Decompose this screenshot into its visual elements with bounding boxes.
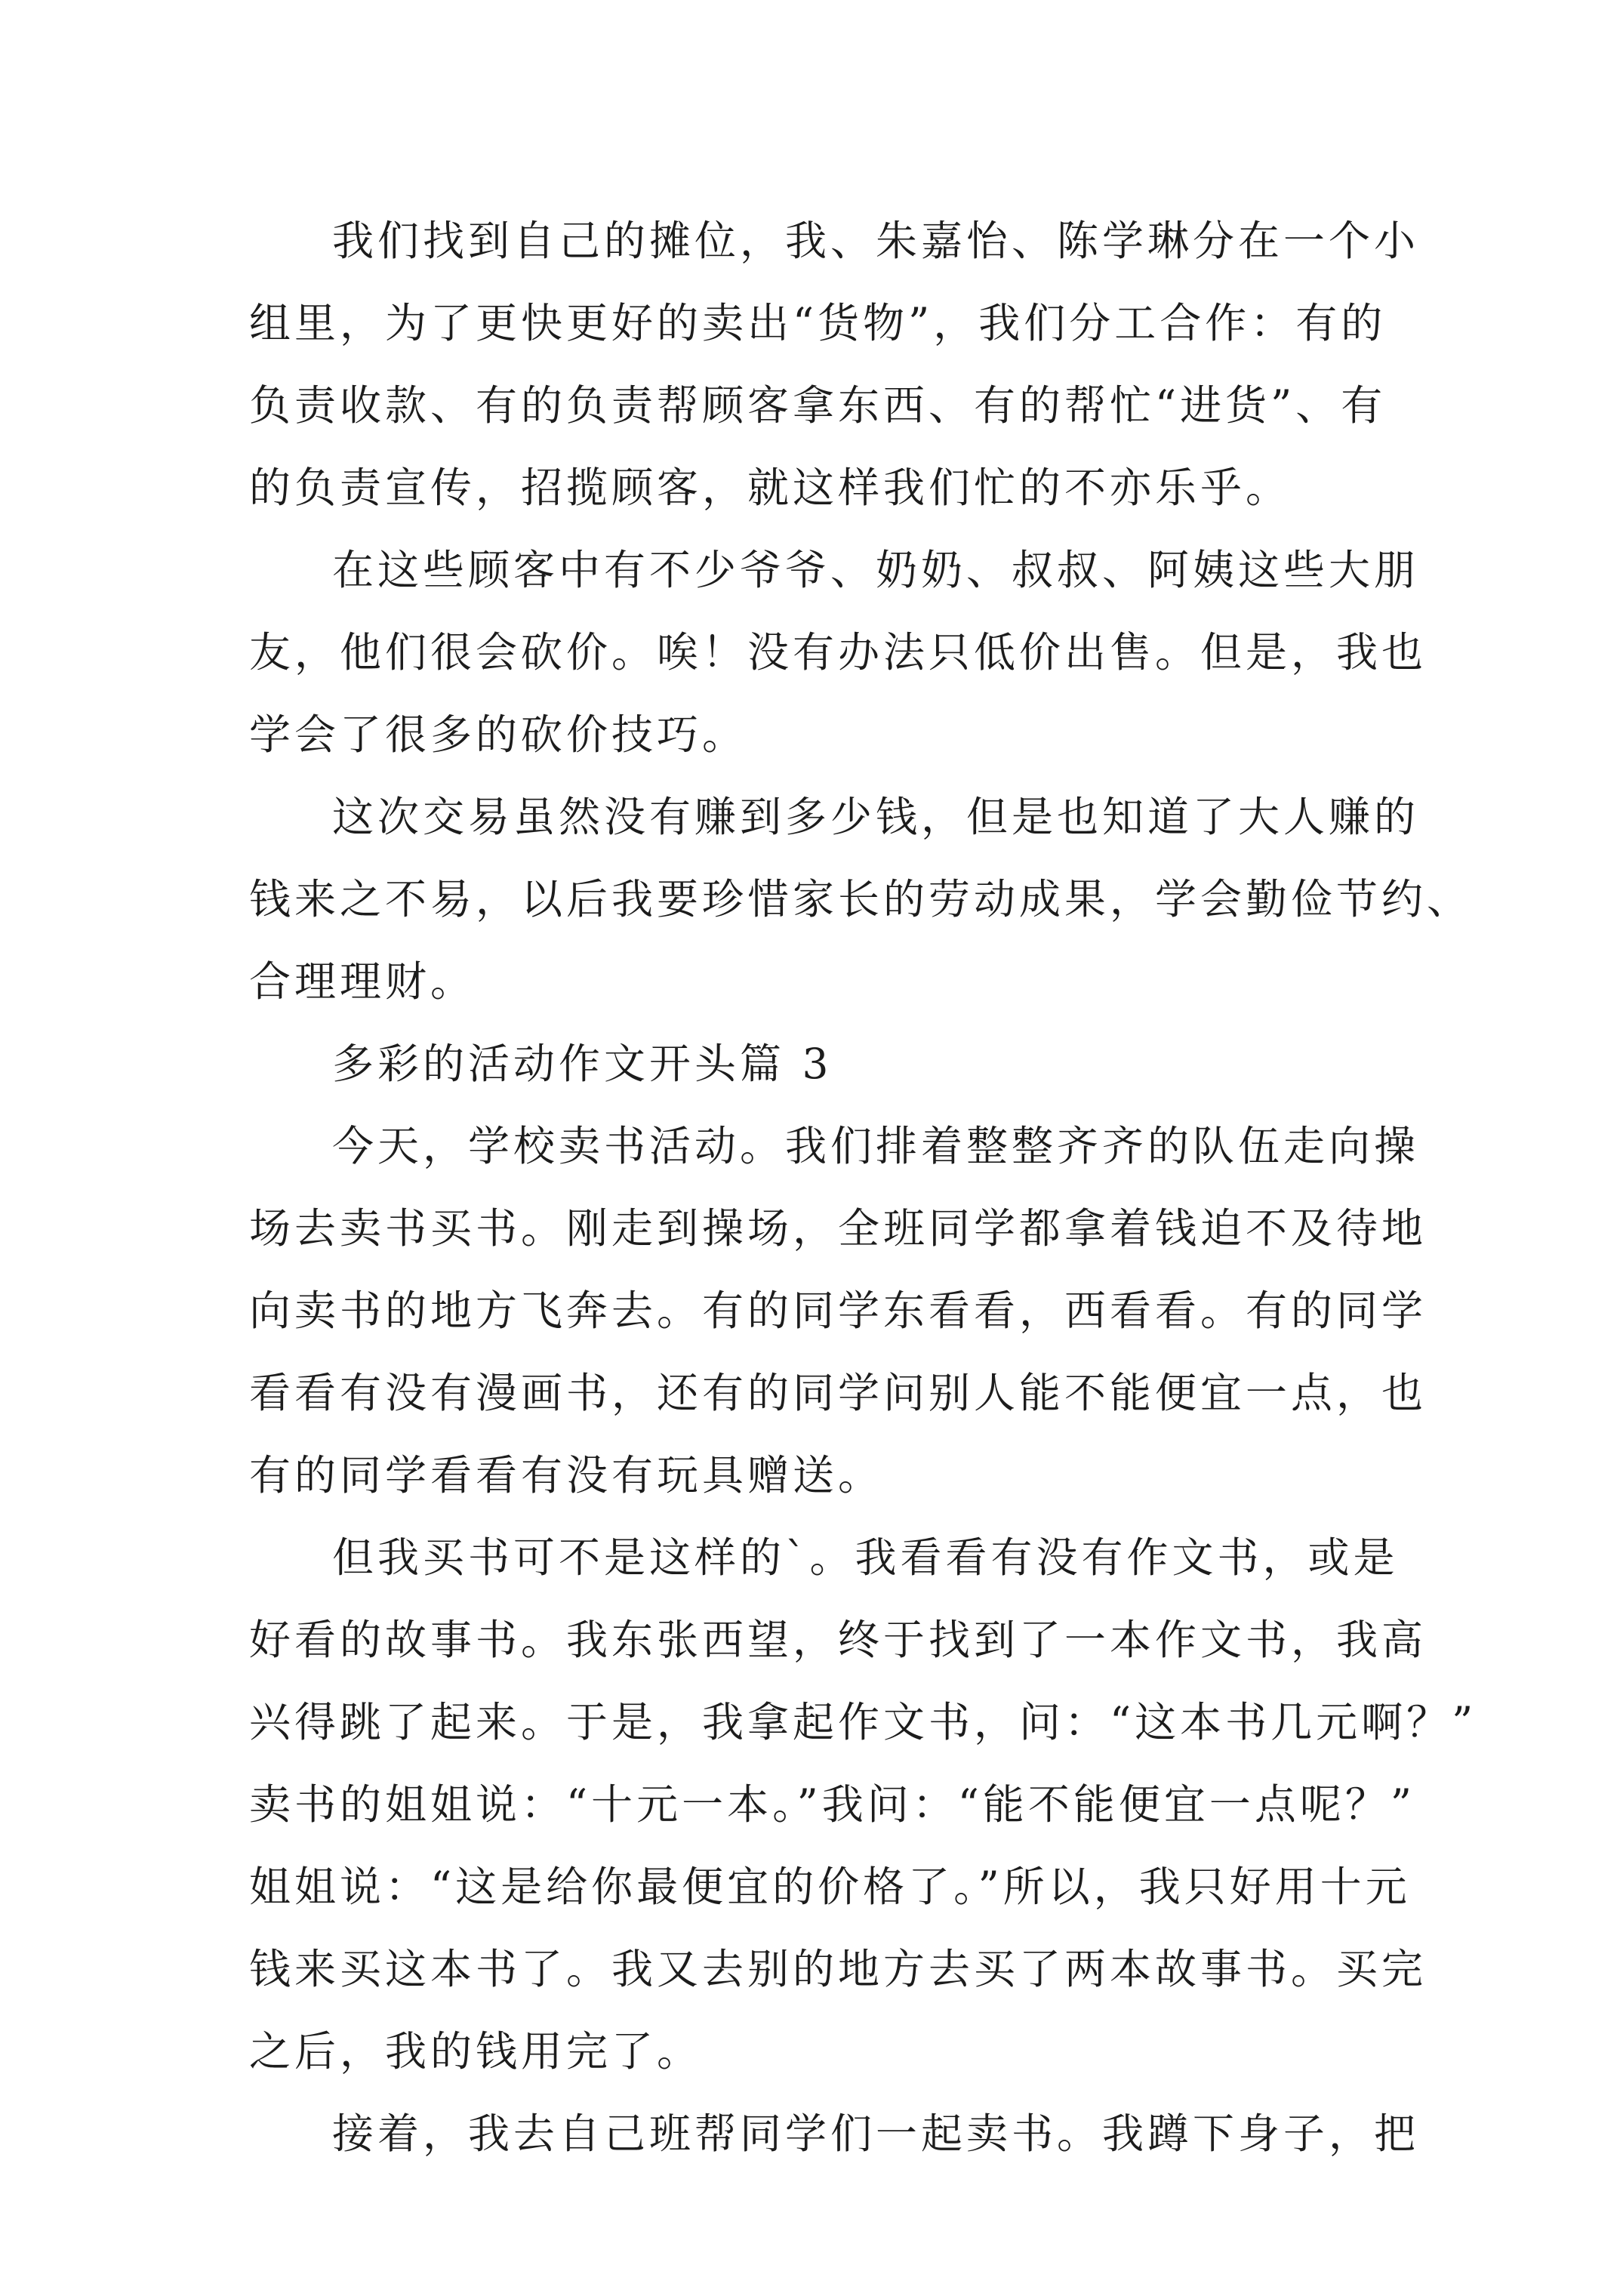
text-line: 钱来买这本书了。我又去别的地方去买了两本故事书。买完 <box>249 1945 1427 1993</box>
paragraph <box>249 2093 1420 2175</box>
text-line: 卖书的姐姐说：“十元一本。”我问：“能不能便宜一点呢？” <box>249 1780 1415 1829</box>
section-heading <box>249 1023 1381 1105</box>
text-line: 向卖书的地方飞奔去。有的同学东看看，西看看。有的同学 <box>249 1287 1427 1335</box>
text-line: 的负责宣传，招揽顾客，就这样我们忙的不亦乐乎。 <box>249 464 1292 512</box>
text-line: 合理理财。 <box>249 957 476 1006</box>
text-line: 但我买书可不是这样的`。我看看有没有作文书，或是 <box>332 1533 1399 1582</box>
text-line: 学会了很多的砍价技巧。 <box>249 710 748 759</box>
document-body <box>249 200 1477 2175</box>
text-line: 负责收款、有的负责帮顾客拿东西、有的帮忙“进货”、有 <box>249 381 1387 430</box>
heading-text: 多彩的活动作文开头篇 3 <box>332 1040 833 1088</box>
text-line: 姐姐说：“这是给你最便宜的价格了。”所以，我只好用十元 <box>249 1863 1411 1911</box>
paragraph <box>249 529 1427 776</box>
text-line: 在这些顾客中有不少爷爷、奶奶、叔叔、阿姨这些大朋 <box>332 546 1420 594</box>
paragraph <box>249 200 1420 529</box>
text-line: 我们找到自己的摊位，我、朱嘉怡、陈学琳分在一个小 <box>332 217 1420 265</box>
text-line: 兴得跳了起来。于是，我拿起作文书，问：“这本书几元啊？” <box>249 1698 1477 1746</box>
paragraph <box>249 1105 1427 1517</box>
text-line: 好看的故事书。我东张西望，终于找到了一本作文书，我高 <box>249 1616 1427 1664</box>
text-line: 之后，我的钱用完了。 <box>249 2027 703 2076</box>
text-line: 组里，为了更快更好的卖出“货物”，我们分工合作：有的 <box>249 299 1387 347</box>
paragraph <box>249 776 1473 1023</box>
text-line: 友，他们很会砍价。唉！没有办法只低价出售。但是，我也 <box>249 628 1427 676</box>
text-line: 今天，学校卖书活动。我们排着整整齐齐的队伍走向操 <box>332 1122 1420 1170</box>
text-line: 有的同学看看有没有玩具赠送。 <box>249 1451 884 1499</box>
text-line: 看看有没有漫画书，还有的同学问别人能不能便宜一点，也 <box>249 1369 1427 1417</box>
text-line: 这次交易虽然没有赚到多少钱，但是也知道了大人赚的 <box>332 793 1420 841</box>
paragraph <box>249 1517 1477 2093</box>
text-line: 场去卖书买书。刚走到操场，全班同学都拿着钱迫不及待地 <box>249 1204 1427 1253</box>
text-line: 接着，我去自己班帮同学们一起卖书。我蹲下身子，把 <box>332 2110 1420 2158</box>
text-line: 钱来之不易，以后我要珍惜家长的劳动成果，学会勤俭节约、 <box>249 875 1473 923</box>
